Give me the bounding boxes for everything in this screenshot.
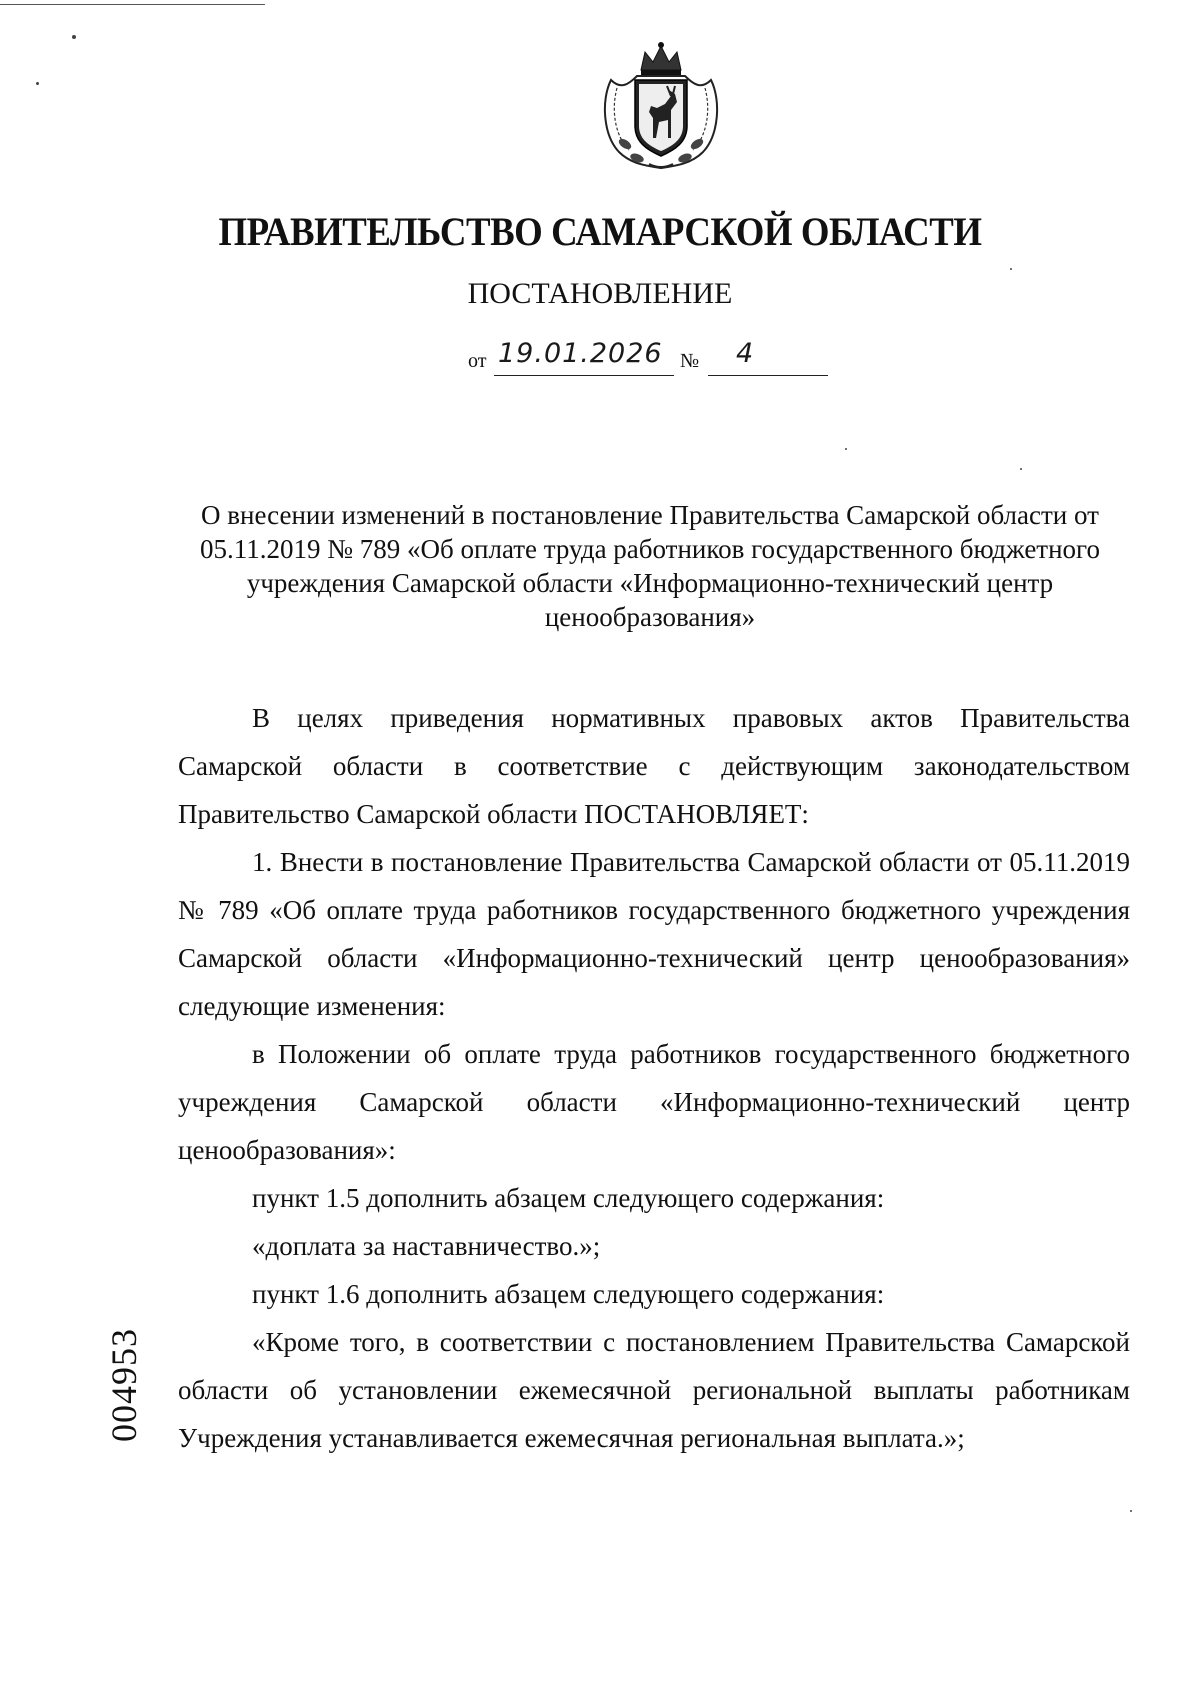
- document-body: [178, 694, 1130, 1462]
- side-serial-number: 004953: [104, 1328, 144, 1442]
- handwritten-number: 4: [736, 338, 755, 369]
- scan-speck: [72, 35, 76, 39]
- body-paragraph: «доплата за наставничество.»;: [252, 1231, 601, 1261]
- samara-coat-of-arms-icon: [597, 40, 725, 170]
- date-prefix: от: [468, 350, 487, 372]
- body-paragraph: В целях приведения нормативных правовых актов Правительства Самарской области в соответствие с действующим законодательством Правительство Самарской области ПОСТАНОВЛЯЕТ:: [178, 703, 1130, 829]
- date-number-line: [468, 338, 868, 378]
- date-underline: [494, 375, 674, 376]
- government-title: ПРАВИТЕЛЬСТВО САМАРСКОЙ ОБЛАСТИ: [218, 209, 982, 254]
- number-prefix: №: [680, 350, 700, 372]
- handwritten-date: 19.01.2026: [498, 338, 663, 369]
- scan-speck: [1130, 1510, 1132, 1512]
- body-paragraph: в Положении об оплате труда работников государственного бюджетного учреждения Самарской области «Информационно-технический центр ценообразования»:: [178, 1039, 1130, 1165]
- scan-speck: [845, 448, 847, 450]
- document-type: ПОСТАНОВЛЕНИЕ: [467, 277, 733, 310]
- body-paragraph: «Кроме того, в соответствии с постановлением Правительства Самарской области об установлении ежемесячной региональной выплаты работникам Учреждения устанавливается ежемесячная региональная выплата.»;: [178, 1327, 1130, 1453]
- scan-speck: [36, 82, 39, 85]
- scan-top-line: [0, 4, 265, 5]
- scan-speck: [1010, 268, 1012, 270]
- document-subject: О внесении изменений в постановление Правительства Самарской области от 05.11.2019 № 789 «Об оплате труда работников государственного бюджетного учреждения Самарской области «Информационно-технический центр ценообразования»: [200, 500, 1100, 632]
- body-paragraph: пункт 1.5 дополнить абзацем следующего содержания:: [252, 1183, 885, 1213]
- body-paragraph: пункт 1.6 дополнить абзацем следующего содержания:: [252, 1279, 885, 1309]
- scan-speck: [1020, 468, 1022, 470]
- body-paragraph: 1. Внести в постановление Правительства Самарской области от 05.11.2019 № 789 «Об оплате труда работников государственного бюджетного учреждения Самарской области «Информационно-технический центр ценообразования» следующие изменения:: [178, 847, 1130, 1021]
- number-underline: [708, 375, 828, 376]
